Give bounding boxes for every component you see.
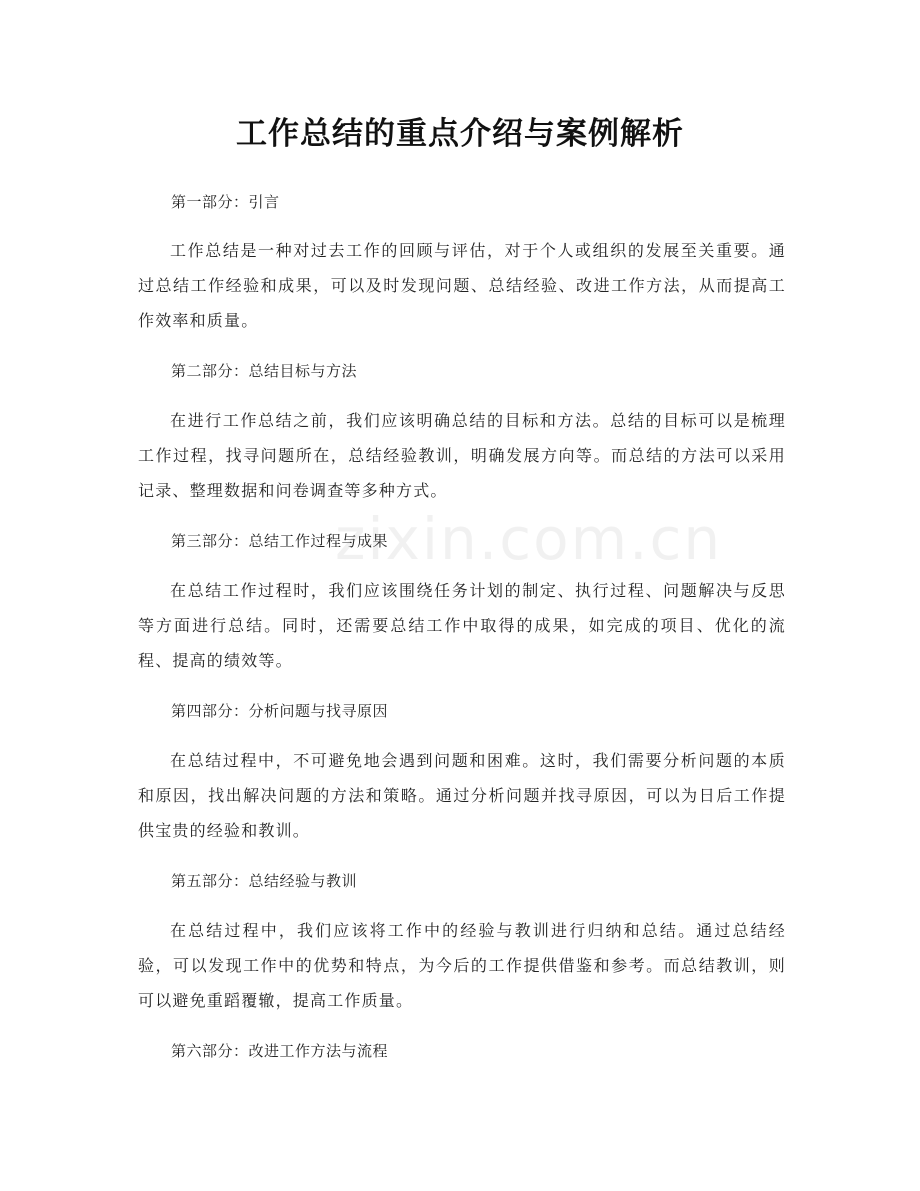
section-paragraph-1: 工作总结是一种对过去工作的回顾与评估，对于个人或组织的发展至关重要。通过总结工作经验和成果，可以及时发现问题、总结经验、改进工作方法，从而提高工作效率和质量。 [138, 241, 786, 330]
section-heading-4: 第四部分：分析问题与找寻原因 [171, 702, 389, 720]
section-heading-1: 第一部分：引言 [171, 193, 280, 211]
section-paragraph-2: 在进行工作总结之前，我们应该明确总结的目标和方法。总结的目标可以是梳理工作过程，找寻问题所在，总结经验教训，明确发展方向等。而总结的方法可以采用记录、整理数据和问卷调查等多种方式。 [138, 411, 786, 500]
section-paragraph-3: 在总结工作过程时，我们应该围绕任务计划的制定、执行过程、问题解决与反思等方面进行总结。同时，还需要总结工作中取得的成果，如完成的项目、优化的流程、提高的绩效等。 [138, 581, 786, 670]
section-heading-3: 第三部分：总结工作过程与成果 [171, 532, 389, 550]
document-title: 工作总结的重点介绍与案例解析 [236, 116, 684, 152]
section-heading-5: 第五部分：总结经验与教训 [171, 872, 358, 890]
section-heading-2: 第二部分：总结目标与方法 [171, 362, 358, 380]
section-paragraph-4: 在总结过程中，不可避免地会遇到问题和困难。这时，我们需要分析问题的本质和原因，找出解决问题的方法和策略。通过分析问题并找寻原因，可以为日后工作提供宝贵的经验和教训。 [138, 751, 786, 840]
section-heading-6: 第六部分：改进工作方法与流程 [171, 1042, 389, 1060]
watermark: zixin.com.cn [335, 505, 723, 573]
section-paragraph-5: 在总结过程中，我们应该将工作中的经验与教训进行归纳和总结。通过总结经验，可以发现工作中的优势和特点，为今后的工作提供借鉴和参考。而总结教训，则可以避免重蹈覆辙，提高工作质量。 [138, 921, 786, 1010]
